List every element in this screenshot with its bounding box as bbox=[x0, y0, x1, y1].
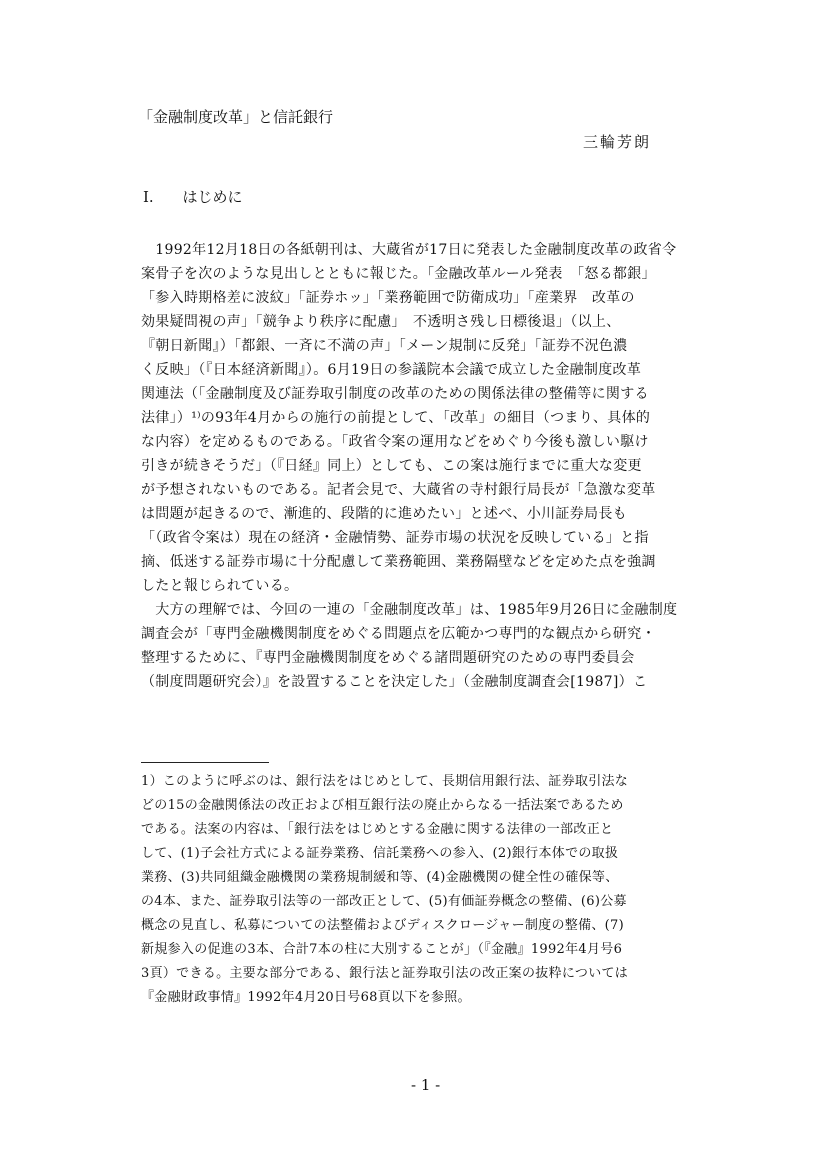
footnote-line: 概念の見直し、私募についての法整備およびディスクロージャー制度の整備、(7) bbox=[141, 918, 624, 933]
body-line: 効果疑問視の声」「競争より秩序に配慮」 不透明さ残し日標後退」（以上、 bbox=[141, 314, 621, 330]
footnote-line: の4本、また、証券取引法等の一部改正として、(5)有価証券概念の整備、(6)公募 bbox=[141, 894, 627, 909]
footnote-line: 1）このように呼ぶのは、銀行法をはじめとして、長期信用銀行法、証券取引法な bbox=[141, 774, 629, 789]
body-line: 「参入時期格差に波紋」「証券ホッ」「業務範囲で防衛成功」「産業界 改革の bbox=[141, 290, 635, 306]
body-text bbox=[141, 238, 701, 694]
body-line: 大方の理解では、今回の一連の「金融制度改革」は、1985年9月26日に金融制度 bbox=[141, 602, 678, 618]
body-line: 法律」）¹⁾の93年4月からの施行の前提として、「改革」の細目（つまり、具体的 bbox=[141, 410, 651, 426]
footnote-line: どの15の金融関係法の改正および相互銀行法の廃止からなる一括法案であるため bbox=[141, 798, 624, 813]
footnote-line: 3頁）できる。主要な部分である、銀行法と証券取引法の改正案の抜粋については bbox=[141, 966, 629, 981]
footnote-separator bbox=[141, 762, 269, 763]
footnote-line: 業務、(3)共同組織金融機関の業務規制緩和等、(4)金融機関の健全性の確保等、 bbox=[141, 870, 619, 885]
body-line: 調査会が「専門金融機関制度をめぐる問題点を広範かつ専門的な観点から研究・ bbox=[141, 626, 656, 642]
footnote-line: して、(1)子会社方式による証券業務、信託業務への参入、(2)銀行本体での取扱 bbox=[141, 846, 619, 861]
section-number: I. bbox=[143, 188, 154, 206]
body-line: 摘、低迷する証券市場に十分配慮して業務範囲、業務隔壁などを定めた点を強調 bbox=[141, 554, 656, 570]
body-line: したと報じられている。 bbox=[141, 578, 299, 594]
body-line: 関連法（「金融制度及び証券取引制度の改革のための関係法律の整備等に関する bbox=[141, 386, 649, 402]
body-line: 1992年12月18日の各紙朝刊は、大蔵省が17日に発表した金融制度改革の政省令 bbox=[141, 242, 677, 258]
section-title: はじめに bbox=[182, 188, 243, 206]
body-line: が予想されないものである。記者会見で、大蔵省の寺村銀行局長が「急激な変革 bbox=[141, 482, 656, 498]
body-line: は問題が起きるので、漸進的、段階的に進めたい」と述べ、小川証券局長も bbox=[141, 506, 627, 522]
document-title: 「金融制度改革」と信託銀行 bbox=[138, 108, 334, 126]
footnote bbox=[141, 770, 741, 1010]
footnote-line: である。法案の内容は、「銀行法をはじめとする金融に関する法律の一部改正と bbox=[141, 822, 614, 837]
body-line: な内容）を定めるものである。「政省令案の運用などをめぐり今後も激しい駆け bbox=[141, 434, 649, 450]
footnote-line: 新規参入の促進の3本、合計7本の柱に大別することが」（『金融』1992年4月号6 bbox=[141, 942, 623, 957]
body-line: く反映」（『日本経済新聞』）。6月19日の参議院本会議で成立した金融制度改革 bbox=[141, 362, 642, 378]
page-number: - 1 - bbox=[411, 1076, 441, 1094]
footnote-line: 『金融財政事情』1992年4月20日号68頁以下を参照。 bbox=[141, 990, 471, 1005]
body-line: 整理するために、『専門金融機関制度をめぐる諸問題研究のための専門委員会 bbox=[141, 650, 635, 666]
author-name: 三輪芳朗 bbox=[583, 133, 652, 151]
section-heading bbox=[143, 186, 243, 207]
body-line: （制度問題研究会）』を設置することを決定した」（金融制度調査会[1987]）こ bbox=[141, 674, 648, 690]
body-line: 『朝日新聞』）「都銀、一斉に不満の声」「メーン規制に反発」「証券不況色濃 bbox=[141, 338, 628, 354]
body-line: 案骨子を次のような見出しとともに報じた。「金融改革ルール発表 「怒る都銀」 bbox=[141, 266, 656, 282]
body-line: 引きが続きそうだ」（『日経』同上）としても、この案は施行までに重大な変更 bbox=[141, 458, 642, 474]
body-line: 「（政省令案は）現在の経済・金融情勢、証券市場の状況を反映している」と指 bbox=[141, 530, 649, 546]
